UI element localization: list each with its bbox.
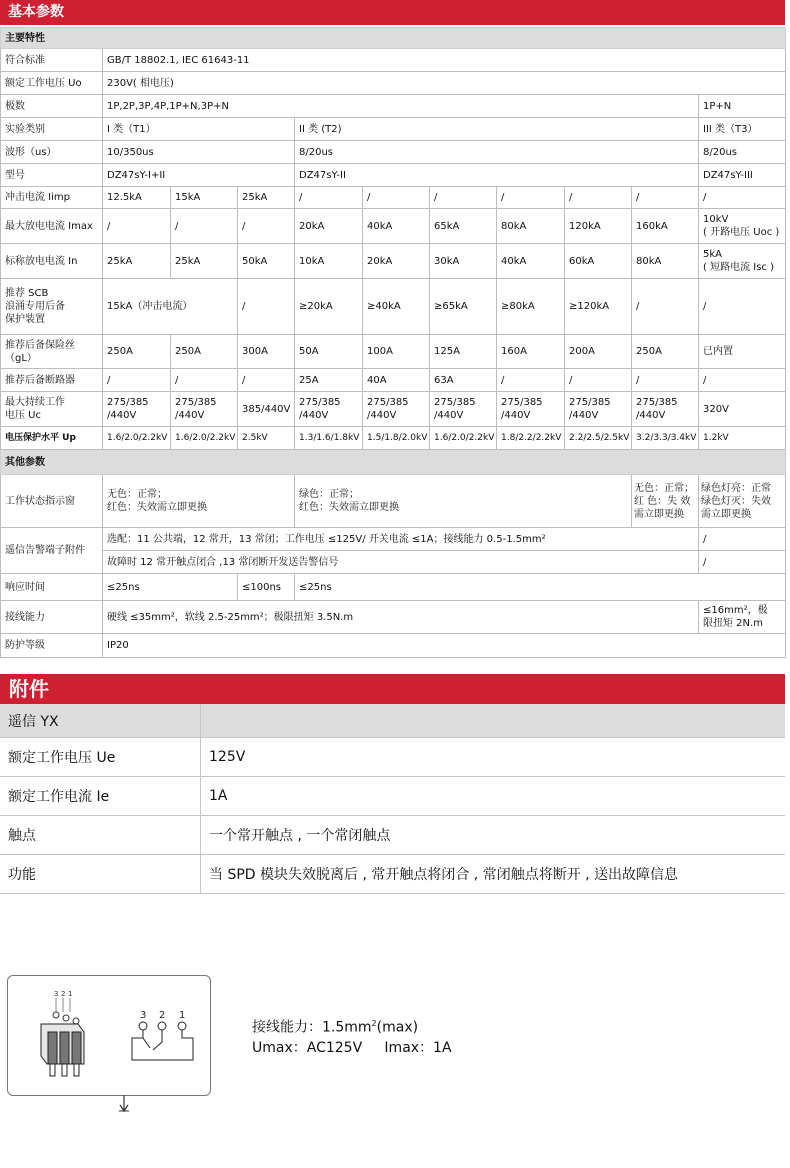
cell: DZ47sY-I+II xyxy=(103,164,295,187)
cell: 250A xyxy=(103,335,171,369)
row-label: 最大放电电流 Imax xyxy=(1,209,103,244)
cell: 2.5kV xyxy=(238,427,295,450)
cell: ≥80kA xyxy=(497,279,565,335)
spec-table xyxy=(0,27,785,658)
cell: 65kA xyxy=(430,209,497,244)
cell: 故障时 12 常开触点闭合 ,13 常闭断开发送告警信号 xyxy=(103,551,699,574)
svg-text:1: 1 xyxy=(68,990,73,998)
cell: 80kA xyxy=(497,209,565,244)
accessory-key: 额定工作电流 Ie xyxy=(0,777,201,816)
svg-text:2: 2 xyxy=(159,1010,166,1021)
terminal-diagram xyxy=(7,975,211,1096)
cell: ≥40kA xyxy=(363,279,430,335)
cell: / xyxy=(632,369,699,392)
cell: 275/385 /440V xyxy=(497,392,565,427)
cell: / xyxy=(238,369,295,392)
cell: / xyxy=(699,551,786,574)
cell: 15kA（冲击电流） xyxy=(103,279,238,335)
cell: / xyxy=(632,187,699,209)
cell: 250A xyxy=(171,335,238,369)
svg-text:3: 3 xyxy=(140,1010,147,1021)
main-section-heading: 主要特性 xyxy=(1,28,786,49)
cell: / xyxy=(632,279,699,335)
cell: ≤100ns xyxy=(238,574,295,601)
cell: 绿色灯亮：正常 绿色灯灭：失效 需立即更换 xyxy=(699,475,786,528)
cell: ≥120kA xyxy=(565,279,632,335)
row-label: 电压保护水平 Up xyxy=(1,427,103,450)
cell: 40A xyxy=(363,369,430,392)
row-label: 遥信告警端子附件 xyxy=(1,528,103,574)
cell: 8/20us xyxy=(295,141,699,164)
cell: / xyxy=(699,187,786,209)
cell: 275/385 /440V xyxy=(565,392,632,427)
cell: 10kA xyxy=(295,244,363,279)
row-label: 最大持续工作 电压 Uc xyxy=(1,392,103,427)
cell: 25kA xyxy=(238,187,295,209)
cell: / xyxy=(430,187,497,209)
row-label: 冲击电流 Iimp xyxy=(1,187,103,209)
row-label: 推荐后备断路器 xyxy=(1,369,103,392)
cell: 1.2kV xyxy=(699,427,786,450)
cell: 12.5kA xyxy=(103,187,171,209)
accessory-value: 当 SPD 模块失效脱离后 , 常开触点将闭合 , 常闭触点将断开 , 送出故障信息 xyxy=(201,855,786,894)
cell: 160kA xyxy=(632,209,699,244)
cell: 硬线 ≤35mm²，软线 2.5-25mm²；极限扭矩 3.5N.m xyxy=(103,601,699,634)
cell: 275/385 /440V xyxy=(295,392,363,427)
accessory-value: 1A xyxy=(201,777,786,816)
cell: 10/350us xyxy=(103,141,295,164)
row-label: 接线能力 xyxy=(1,601,103,634)
cell: 275/385 /440V xyxy=(103,392,171,427)
terminal-block-icon xyxy=(8,976,209,1094)
cell: 2.2/2.5/2.5kV xyxy=(565,427,632,450)
cell: 无色：正常； 红 色：失 效 需立即更换 xyxy=(632,475,699,528)
cell: 1.8/2.2/2.2kV xyxy=(497,427,565,450)
cell: 1P+N xyxy=(699,95,786,118)
cell: / xyxy=(497,187,565,209)
cell: / xyxy=(103,209,171,244)
row-label: 符合标准 xyxy=(1,49,103,72)
cell: 385/440V xyxy=(238,392,295,427)
accessory-value: 125V xyxy=(201,738,786,777)
cell: / xyxy=(171,369,238,392)
cell: 20kA xyxy=(363,244,430,279)
cell: 200A xyxy=(565,335,632,369)
cell: 125A xyxy=(430,335,497,369)
cell: 300A xyxy=(238,335,295,369)
svg-text:1: 1 xyxy=(179,1010,186,1021)
accessory-key: 触点 xyxy=(0,816,201,855)
cell: ≤16mm²，极 限扭矩 2N.m xyxy=(699,601,786,634)
cell: 60kA xyxy=(565,244,632,279)
cell: ≥20kA xyxy=(295,279,363,335)
cell: / xyxy=(497,369,565,392)
cell: 绿色：正常； 红色：失效需立即更换 xyxy=(295,475,632,528)
section-title-accessory: 附件 xyxy=(0,674,785,704)
cell: GB/T 18802.1, IEC 61643-11 xyxy=(103,49,786,72)
accessory-key: 额定工作电压 Ue xyxy=(0,738,201,777)
cell: 1.6/2.0/2.2kV xyxy=(103,427,171,450)
cell: / xyxy=(565,369,632,392)
cell: 275/385 /440V xyxy=(430,392,497,427)
row-label: 响应时间 xyxy=(1,574,103,601)
cell: III 类（T3） xyxy=(699,118,786,141)
accessory-table xyxy=(0,704,785,894)
cell: 50kA xyxy=(238,244,295,279)
cell: 1.3/1.6/1.8kV xyxy=(295,427,363,450)
row-label: 实验类别 xyxy=(1,118,103,141)
accessory-value: 一个常开触点 , 一个常闭触点 xyxy=(201,816,786,855)
cell: 已内置 xyxy=(699,335,786,369)
cell: 275/385 /440V xyxy=(171,392,238,427)
wiring-note xyxy=(252,1014,452,1058)
cell: 120kA xyxy=(565,209,632,244)
cell: 50A xyxy=(295,335,363,369)
cell: 160A xyxy=(497,335,565,369)
cell: 25kA xyxy=(103,244,171,279)
cell: ≥65kA xyxy=(430,279,497,335)
row-label: 额定工作电压 Uo xyxy=(1,72,103,95)
cell: 1.6/2.0/2.2kV xyxy=(430,427,497,450)
cell: 无色：正常； 红色：失效需立即更换 xyxy=(103,475,295,528)
row-label: 极数 xyxy=(1,95,103,118)
cell: / xyxy=(699,369,786,392)
cell: II 类 (T2) xyxy=(295,118,699,141)
row-label: 型号 xyxy=(1,164,103,187)
svg-text:3: 3 xyxy=(54,990,59,998)
row-label: 工作状态指示窗 xyxy=(1,475,103,528)
cell: 15kA xyxy=(171,187,238,209)
cell: 20kA xyxy=(295,209,363,244)
cell: 275/385 /440V xyxy=(632,392,699,427)
accessory-head: 遥信 YX xyxy=(0,704,201,738)
cell: DZ47sY-II xyxy=(295,164,699,187)
other-section-heading: 其他参数 xyxy=(1,450,786,475)
wiring-capacity: 接线能力：$1.5mm^2(\max)$ xyxy=(252,1019,419,1036)
cell: I 类（T1） xyxy=(103,118,295,141)
cell: 30kA xyxy=(430,244,497,279)
cell: / xyxy=(238,209,295,244)
row-label: 防护等级 xyxy=(1,634,103,658)
cell: / xyxy=(363,187,430,209)
cell: 选配：11 公共端，12 常开，13 常闭；工作电压 ≤125V/ 开关电流 ≤1A；接线能力 0.5-1.5mm² xyxy=(103,528,699,551)
cell: / xyxy=(699,528,786,551)
row-label: 标称放电电流 In xyxy=(1,244,103,279)
cell: 25kA xyxy=(171,244,238,279)
cell: 80kA xyxy=(632,244,699,279)
cell: 275/385 /440V xyxy=(363,392,430,427)
cell: / xyxy=(565,187,632,209)
cell: / xyxy=(171,209,238,244)
cell: 100A xyxy=(363,335,430,369)
cell: ≤25ns xyxy=(103,574,238,601)
section-title-basic-params: 基本参数 xyxy=(0,0,785,25)
cell: / xyxy=(238,279,295,335)
cell: / xyxy=(699,279,786,335)
cell: 8/20us xyxy=(699,141,786,164)
cell: IP20 xyxy=(103,634,786,658)
cell: 1.5/1.8/2.0kV xyxy=(363,427,430,450)
cell: 250A xyxy=(632,335,699,369)
cell: 230V( 相电压) xyxy=(103,72,786,95)
row-label: 波形（us） xyxy=(1,141,103,164)
cell: 320V xyxy=(699,392,786,427)
rating-line: Umax：AC125V Imax：1A xyxy=(252,1039,452,1056)
cell: DZ47sY-III xyxy=(699,164,786,187)
row-label: 推荐后备保险丝 （gL） xyxy=(1,335,103,369)
arrow-down-icon xyxy=(116,1094,132,1114)
accessory-head-blank xyxy=(201,704,786,738)
svg-text:2: 2 xyxy=(61,990,66,998)
cell: 3.2/3.3/3.4kV xyxy=(632,427,699,450)
accessory-key: 功能 xyxy=(0,855,201,894)
cell: 1.6/2.0/2.2kV xyxy=(171,427,238,450)
cell: 40kA xyxy=(497,244,565,279)
cell: 1P,2P,3P,4P,1P+N,3P+N xyxy=(103,95,699,118)
cell: 10kV ( 开路电压 Uoc ) xyxy=(699,209,786,244)
cell: ≤25ns xyxy=(295,574,786,601)
cell: 25A xyxy=(295,369,363,392)
row-label: 推荐 SCB 浪涌专用后备 保护装置 xyxy=(1,279,103,335)
cell: 5kA ( 短路电流 Isc ) xyxy=(699,244,786,279)
cell: / xyxy=(103,369,171,392)
cell: / xyxy=(295,187,363,209)
cell: 40kA xyxy=(363,209,430,244)
cell: 63A xyxy=(430,369,497,392)
